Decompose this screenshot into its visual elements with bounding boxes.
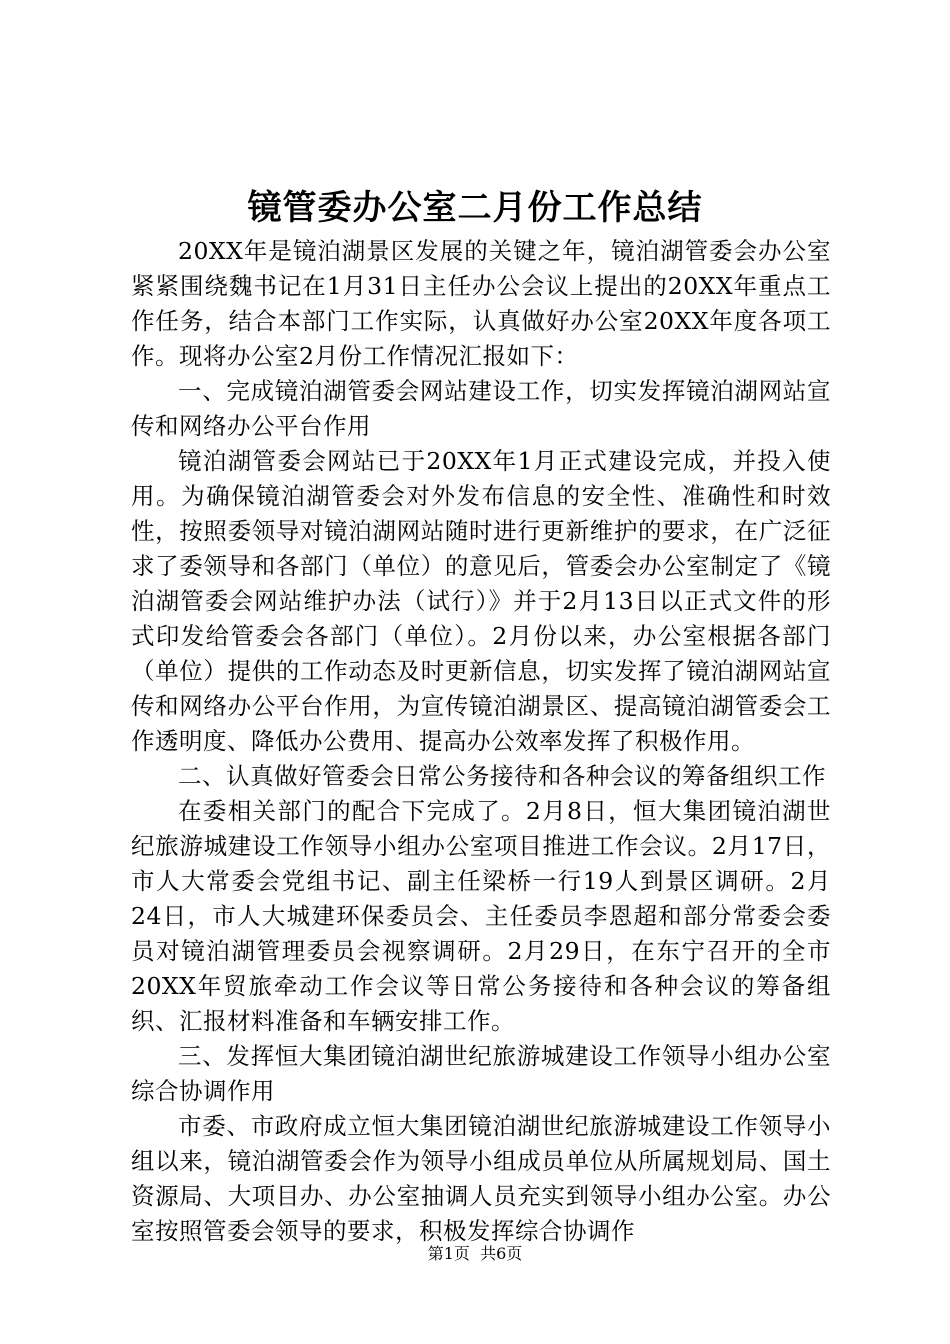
section-heading-1: 一、完成镜泊湖管委会网站建设工作，切实发挥镜泊湖网站宣传和网络办公平台作用 [131, 377, 831, 440]
document-body [131, 234, 831, 1249]
document-title: 镜管委办公室二月份工作总结 [247, 188, 703, 228]
section-heading-2: 二、认真做好管委会日常公务接待和各种会议的筹备组织工作 [178, 762, 826, 790]
section-body-1: 镜泊湖管委会网站已于20XX年1月正式建设完成，并投入使用。为确保镜泊湖管委会对外发布信息的安全性、准确性和时效性，按照委领导对镜泊湖网站随时进行更新维护的要求，在广泛征求了委领导和各部门（单位）的意见后，管委会办公室制定了《镜泊湖管委会网站维护办法（试行）》并于2月13日以正式文件的形式印发给管委会各部门（单位）。2月份以来，办公室根据各部门（单位）提供的工作动态及时更新信息，切实发挥了镜泊湖网站宣传和网络办公平台作用，为宣传镜泊湖景区、提高镜泊湖管委会工作透明度、降低办公费用、提高办公效率发挥了积极作用。 [131, 447, 831, 755]
page-footer [0, 1243, 950, 1265]
intro-paragraph: 20XX年是镜泊湖景区发展的关键之年，镜泊湖管委会办公室紧紧围绕魏书记在1月31日主任办公会议上提出的20XX年重点工作任务，结合本部门工作实际，认真做好办公室20XX年度各项工作。现将办公室2月份工作情况汇报如下： [131, 237, 831, 370]
section-body-2: 在委相关部门的配合下完成了。2月8日，恒大集团镜泊湖世纪旅游城建设工作领导小组办公室项目推进工作会议。2月17日，市人大常委会党组书记、副主任梁桥一行19人到景区调研。2月24日，市人大城建环保委员会、主任委员李恩超和部分常委会委员对镜泊湖管理委员会视察调研。2月29日，在东宁召开的全市20XX年贸旅牵动工作会议等日常公务接待和各种会议的筹备组织、汇报材料准备和车辆安排工作。 [131, 797, 831, 1035]
page-total: 共6页 [480, 1244, 523, 1263]
page-number: 第1页 [427, 1244, 470, 1263]
section-heading-3: 三、发挥恒大集团镜泊湖世纪旅游城建设工作领导小组办公室综合协调作用 [131, 1042, 831, 1105]
section-body-3: 市委、市政府成立恒大集团镜泊湖世纪旅游城建设工作领导小组以来，镜泊湖管委会作为领导小组成员单位从所属规划局、国土资源局、大项目办、办公室抽调人员充实到领导小组办公室。办公室按照管委会领导的要求，积极发挥综合协调作 [131, 1112, 831, 1245]
